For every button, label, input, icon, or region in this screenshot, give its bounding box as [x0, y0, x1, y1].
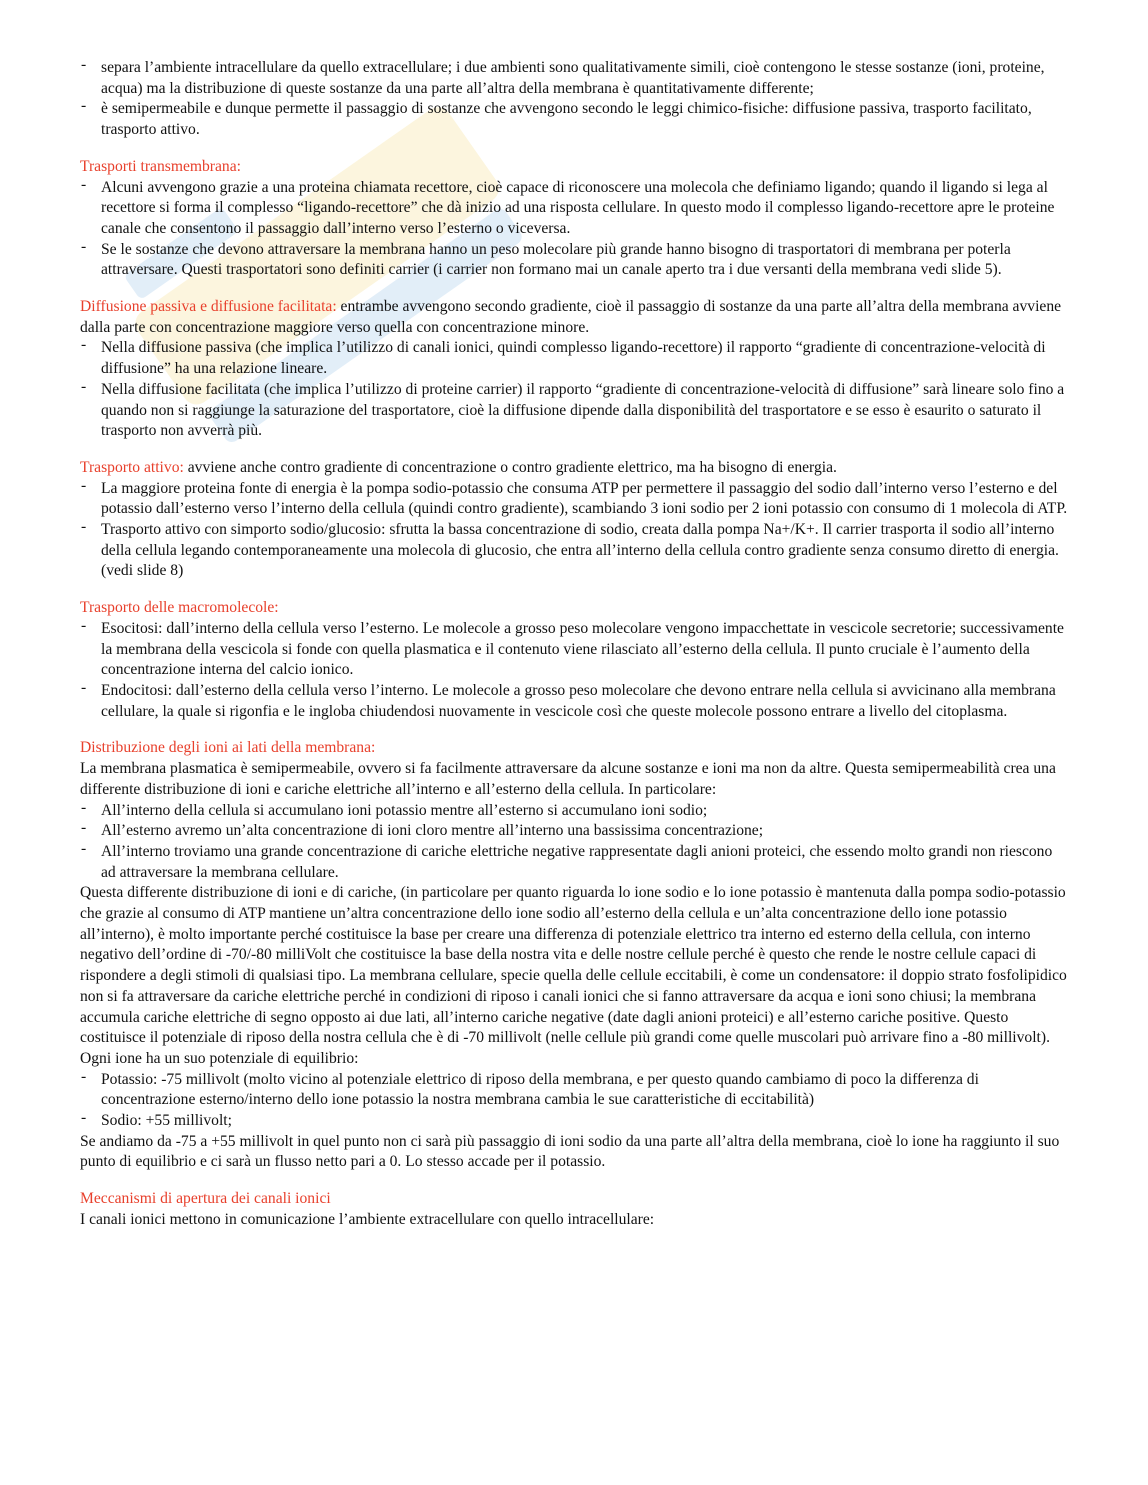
list-item: - Trasporto attivo con simporto sodio/glucosio: sfrutta la bassa concentrazione di sodio, creata dalla pompa Na+/K+. Il carrier trasporta il sodio all’interno della cellula legando contemporaneamente una molecola di glucosio, che entra all’interno della cellula contro gradiente senza consumo diretto di energia. (vedi slide 8) [80, 520, 1070, 582]
paragraph: Se andiamo da -75 a +55 millivolt in quel punto non ci sarà più passaggio di ioni sodio da una parte all’altra della membrana, cioè lo ione ha raggiunto il suo punto di equilibrio e ci sarà un flusso netto pari a 0. Lo stesso accade per il potassio. [80, 1132, 1060, 1171]
section-macromolecole [80, 598, 1070, 722]
section-heading: Meccanismi di apertura dei canali ionici [80, 1190, 331, 1208]
list-item: - Alcuni avvengono grazie a una proteina chiamata recettore, cioè capace di riconoscere una molecola che definiamo ligando; quando il ligando si lega al recettore si forma il complesso “ligando-recettore” che dà inizio ad una risposta cellulare. In questo modo il complesso ligando-recettore apre le proteine canale che consentono il passaggio dall’interno verso l’esterno o viceversa. [80, 178, 1070, 240]
list-item: - Sodio: +55 millivolt; [80, 1111, 1070, 1132]
section-distribuzione-ioni [80, 738, 1070, 1173]
list-item: - La maggiore proteina fonte di energia è la pompa sodio-potassio che consuma ATP per permettere il passaggio del sodio dall’interno verso l’esterno e del potassio dall’esterno verso l’interno della cellula (quindi contro gradiente), scambiando 3 ioni sodio per 2 ioni potassio con consumo di 1 molecola di ATP. [80, 479, 1070, 520]
section-diffusione [80, 297, 1070, 442]
bullet-list [80, 479, 1070, 583]
paragraph: Ogni ione ha un suo potenziale di equilibrio: [80, 1049, 359, 1067]
list-item: - Endocitosi: dall’esterno della cellula verso l’interno. Le molecole a grosso peso molecolare che devono entrare nella cellula si avvicinano alla membrana cellulare, la quale si rigonfia e le ingloba chiudendosi nuovamente in vescicole così che queste molecole possono entrare a livello del citoplasma. [80, 681, 1070, 722]
section-transmembrana [80, 157, 1070, 281]
list-item: - Potassio: -75 millivolt (molto vicino al potenziale elettrico di riposo della membrana, e per questo quando cambiamo di poco la differenza di concentrazione esterno/interno dello ione potassio la nostra membrana cambia le sue caratteristiche di eccitabilità) [80, 1070, 1070, 1111]
paragraph-text: entrambe avvengono secondo gradiente, cioè il passaggio di sostanze da una parte all’altra della membrana avviene dalla parte con concentrazione maggiore verso quella con concentrazione minore. [80, 298, 1062, 336]
paragraph: Questa differente distribuzione di ioni e di cariche, (in particolare per quanto riguarda lo ione sodio e lo ione potassio è mantenuta dalla pompa sodio-potassio che grazie al consumo di ATP mantiene un’altra concentrazione dello ione sodio all’esterno della cellula e un’alta concentrazione dello ione potassio all’interno), è molto importante perché costituisce la base per creare una differenza di potenziale elettrico tra interno ed esterno della cellula, con interno negativo dell’ordine di -70/-80 milliVolt che costituisce la base della nostra vita e delle nostre cellule perché è questo che rende le nostre cellule capaci di rispondere a degli stimoli di qualsiasi tipo. La membrana cellulare, specie quella delle cellule eccitabili, è come un condensatore: il doppio strato fosfolipidico non si fa attraversare da cariche elettriche perché in condizioni di riposo i canali ionici che si fanno attraversare da acqua e ioni sono chiusi; la membrana accumula cariche elettriche di segno opposto ai due lati, all’interno cariche negative (date dagli anioni proteici) e all’esterno cariche positive. Questo costituisce il potenziale di riposo della nostra cellula che è di -70 millivolt (nelle cellule più grandi come quelle muscolari può arrivare fino a -80 millivolt). [80, 884, 1067, 1047]
section-canali-ionici [80, 1189, 1070, 1230]
document-page [80, 58, 1070, 1231]
section-heading: Trasporti transmembrana: [80, 157, 241, 175]
paragraph-text: avviene anche contro gradiente di concentrazione o contro gradiente elettrico, ma ha bisogno di energia. [183, 458, 837, 476]
bullet-list [80, 801, 1070, 884]
section-heading: Trasporto delle macromolecole: [80, 599, 279, 617]
list-item: - All’interno troviamo una grande concentrazione di cariche elettriche negative rappresentate dagli anioni proteici, che essendo molto grandi non riescono ad attraversare la membrana cellulare. [80, 842, 1070, 883]
list-item: - Nella diffusione passiva (che implica l’utilizzo di canali ionici, quindi complesso ligando-recettore) il rapporto “gradiente di concentrazione-velocità di diffusione” ha una relazione lineare. [80, 338, 1070, 379]
section-heading: Trasporto attivo: [80, 458, 184, 476]
paragraph: La membrana plasmatica è semipermeabile, ovvero si fa facilmente attraversare da alcune sostanze e ioni ma non da altre. Questa semipermeabilità crea una differente distribuzione di ioni e cariche elettriche all’interno e all’esterno della cellula. In particolare: [80, 760, 1056, 798]
paragraph [80, 297, 1070, 338]
list-item: - è semipermeabile e dunque permette il passaggio di sostanze che avvengono secondo le leggi chimico-fisiche: diffusione passiva, trasporto facilitato, trasporto attivo. [80, 99, 1070, 140]
bullet-list [80, 619, 1070, 723]
list-item: - Nella diffusione facilitata (che implica l’utilizzo di proteine carrier) il rapporto “gradiente di concentrazione-velocità di diffusione” sarà lineare solo fino a quando non si raggiunge la saturazione del trasportatore, cioè la diffusione dipende dalla disponibilità del trasportatore e se esso è esaurito o saturato il trasporto non avverrà più. [80, 380, 1070, 442]
section-heading: Diffusione passiva e diffusione facilitata: [80, 298, 337, 316]
paragraph [80, 458, 1070, 479]
section-heading: Distribuzione degli ioni ai lati della membrana: [80, 739, 376, 757]
bullet-list [80, 338, 1070, 442]
intro-list [80, 58, 1070, 141]
bullet-list [80, 1070, 1070, 1132]
list-item: - Se le sostanze che devono attraversare la membrana hanno un peso molecolare più grande hanno bisogno di trasportatori di membrana per poterla attraversare. Questi trasportatori sono definiti carrier (i carrier non formano mai un canale aperto tra i due versanti della membrana vedi slide 5). [80, 240, 1070, 281]
section-trasporto-attivo [80, 458, 1070, 582]
list-item: - Esocitosi: dall’interno della cellula verso l’esterno. Le molecole a grosso peso molecolare vengono impacchettate in vescicole secretorie; successivamente la membrana della vescicola si fonde con quella plasmatica e il contenuto viene rilasciato all’esterno della cellula. Il punto cruciale è l’aumento della concentrazione interna del calcio ionico. [80, 619, 1070, 681]
list-item: - All’interno della cellula si accumulano ioni potassio mentre all’esterno si accumulano ioni sodio; [80, 801, 1070, 822]
list-item: - All’esterno avremo un’alta concentrazione di ioni cloro mentre all’interno una bassissima concentrazione; [80, 821, 1070, 842]
list-item: - separa l’ambiente intracellulare da quello extracellulare; i due ambienti sono qualitativamente simili, cioè contengono le stesse sostanze (ioni, proteine, acqua) ma la distribuzione di queste sostanze da una parte all’altra della membrana è quantitativamente differente; [80, 58, 1070, 99]
paragraph: I canali ionici mettono in comunicazione l’ambiente extracellulare con quello intracellulare: [80, 1210, 655, 1228]
bullet-list [80, 178, 1070, 282]
